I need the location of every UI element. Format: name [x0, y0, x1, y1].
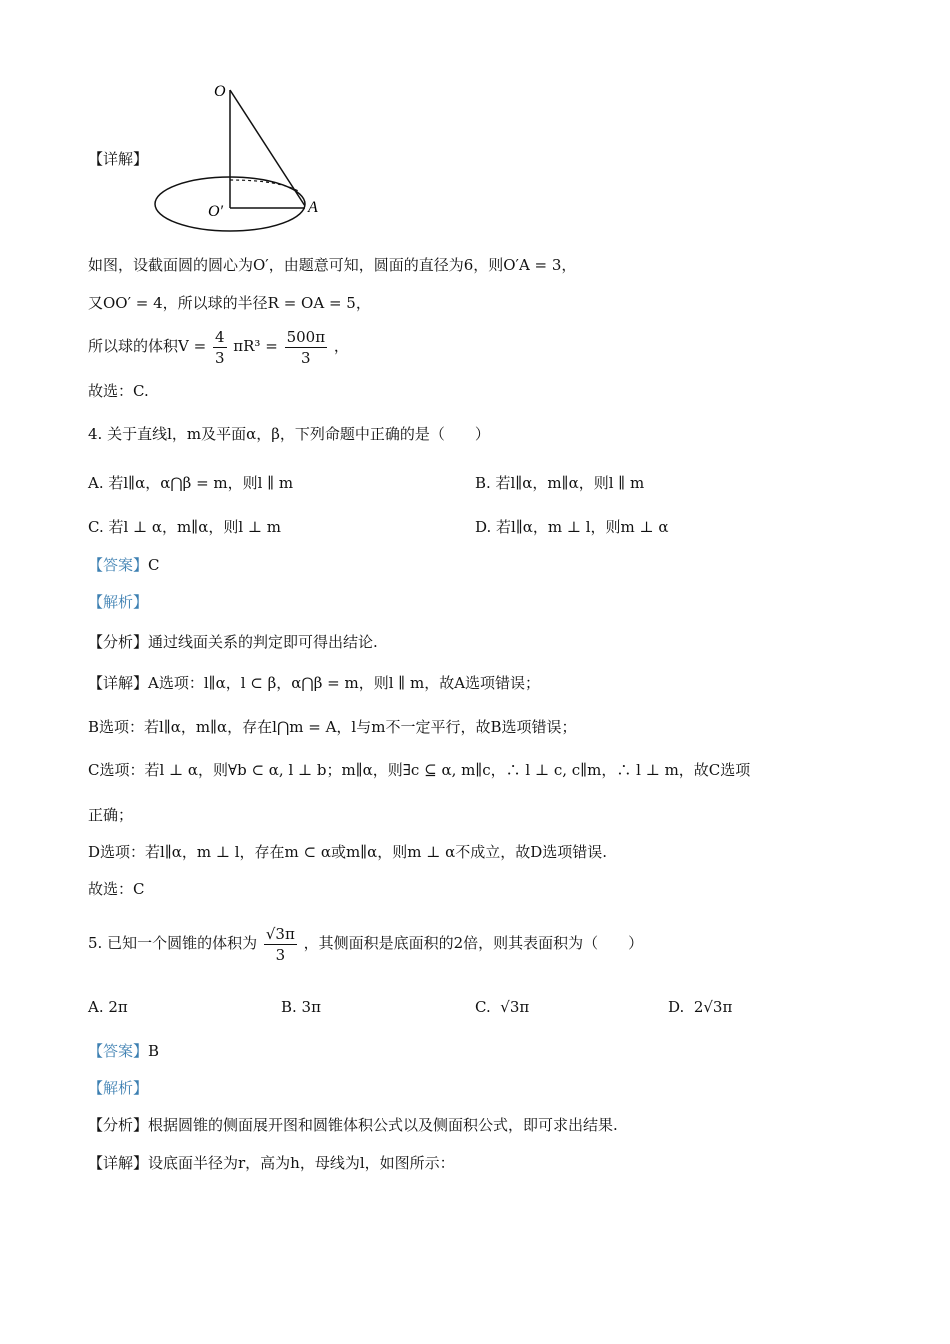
fenxi-text: 根据圆锥的侧面展开图和圆锥体积公式以及侧面积公式，即可求出结果.	[148, 1116, 618, 1134]
answer-label: 【答案】	[88, 556, 149, 574]
q5-stem-suffix: ，其侧面积是底面积的2倍，则其表面积为（ ）	[303, 934, 644, 952]
answer-value: C	[148, 556, 160, 574]
q4-detail-B: B选项：若l∥α，m∥α，存在l⋂m = A，l与m不一定平行，故B选项错误；	[88, 718, 577, 736]
q4-analysis-label: 【解析】	[88, 593, 149, 611]
detail-A-text: A选项：l∥α，l ⊂ β，α⋂β = m，则l ∥ m，故A选项错误；	[148, 674, 541, 692]
sol3-line3-prefix: 所以球的体积V =	[88, 337, 207, 355]
q5-option-C: C. √3π	[475, 998, 530, 1016]
q4-conclusion: 故选：C	[88, 880, 145, 898]
q5-option-D: D. 2√3π	[668, 998, 733, 1016]
q4-option-D: D. 若l∥α，m ⊥ l，则m ⊥ α	[475, 518, 669, 536]
q4-option-A: A. 若l∥α，α⋂β = m，则l ∥ m	[88, 474, 294, 492]
sol3-line2: 又OO′ = 4，所以球的半径R = OA = 5，	[88, 294, 371, 312]
segment-OA	[230, 90, 305, 206]
q4-option-C: C. 若l ⊥ α，m∥α，则l ⊥ m	[88, 518, 281, 536]
q4-detail-A	[88, 672, 540, 694]
sol3-line1: 如图，设截面圆的圆心为O′，由题意可知，圆面的直径为6，则O′A = 3，	[88, 256, 577, 274]
q5-fenxi	[88, 1114, 618, 1136]
label-O-prime: O′	[208, 203, 224, 220]
sol3-line3-mid: πR³ =	[233, 337, 278, 355]
label-O: O	[214, 83, 226, 100]
q4-detail-D: D选项：若l∥α，m ⊥ l，存在m ⊂ α或m∥α，则m ⊥ α不成立，故D选项错误.	[88, 843, 608, 861]
fraction-4-3: $\frac{4}{3}$	[214, 327, 225, 367]
detail-text: 设底面半径为r，高为h，母线为l，如图所示：	[148, 1154, 455, 1172]
fraction-500pi-3: $\frac{500\pi}{3}$	[286, 327, 326, 367]
sol3-line3	[88, 324, 349, 368]
q5-stem-prefix: 5. 已知一个圆锥的体积为	[88, 934, 258, 952]
q5-option-A: A. 2π	[88, 998, 128, 1016]
q5-analysis-label: 【解析】	[88, 1079, 149, 1097]
detail-label: 【详解】	[88, 674, 149, 692]
q4-stem: 4. 关于直线l，m及平面α，β，下列命题中正确的是（ ）	[88, 425, 490, 443]
q4-fenxi	[88, 631, 378, 653]
fenxi-text: 通过线面关系的判定即可得出结论.	[148, 633, 378, 651]
fenxi-label: 【分析】	[88, 633, 149, 651]
q4-answer	[88, 554, 160, 576]
q5-stem	[88, 918, 643, 968]
q5-option-B: B. 3π	[281, 998, 321, 1016]
sphere-section-figure	[140, 76, 340, 236]
fenxi-label: 【分析】	[88, 1116, 149, 1134]
q4-detail-C: C选项：若l ⊥ α，则∀b ⊂ α, l ⊥ b；m∥α，则∃c ⊆ α, m∥c，∴ l ⊥ c, c∥m，∴ l ⊥ m，故C选项	[88, 761, 751, 779]
sol3-line3-suffix: ，	[333, 337, 349, 355]
detail-label: 【详解】	[88, 150, 149, 168]
answer-value: B	[148, 1042, 160, 1060]
q5-answer	[88, 1040, 159, 1062]
fraction-sqrt3pi-3: $\frac{√3\pi}{3}$	[265, 924, 295, 964]
q4-option-B: B. 若l∥α，m∥α，则l ∥ m	[475, 474, 645, 492]
sol3-conclusion: 故选：C.	[88, 382, 149, 400]
detail-label: 【详解】	[88, 1154, 149, 1172]
label-A: A	[308, 199, 318, 216]
q5-detail	[88, 1152, 455, 1174]
q4-detail-C-cont: 正确；	[88, 806, 134, 824]
answer-label: 【答案】	[88, 1042, 149, 1060]
